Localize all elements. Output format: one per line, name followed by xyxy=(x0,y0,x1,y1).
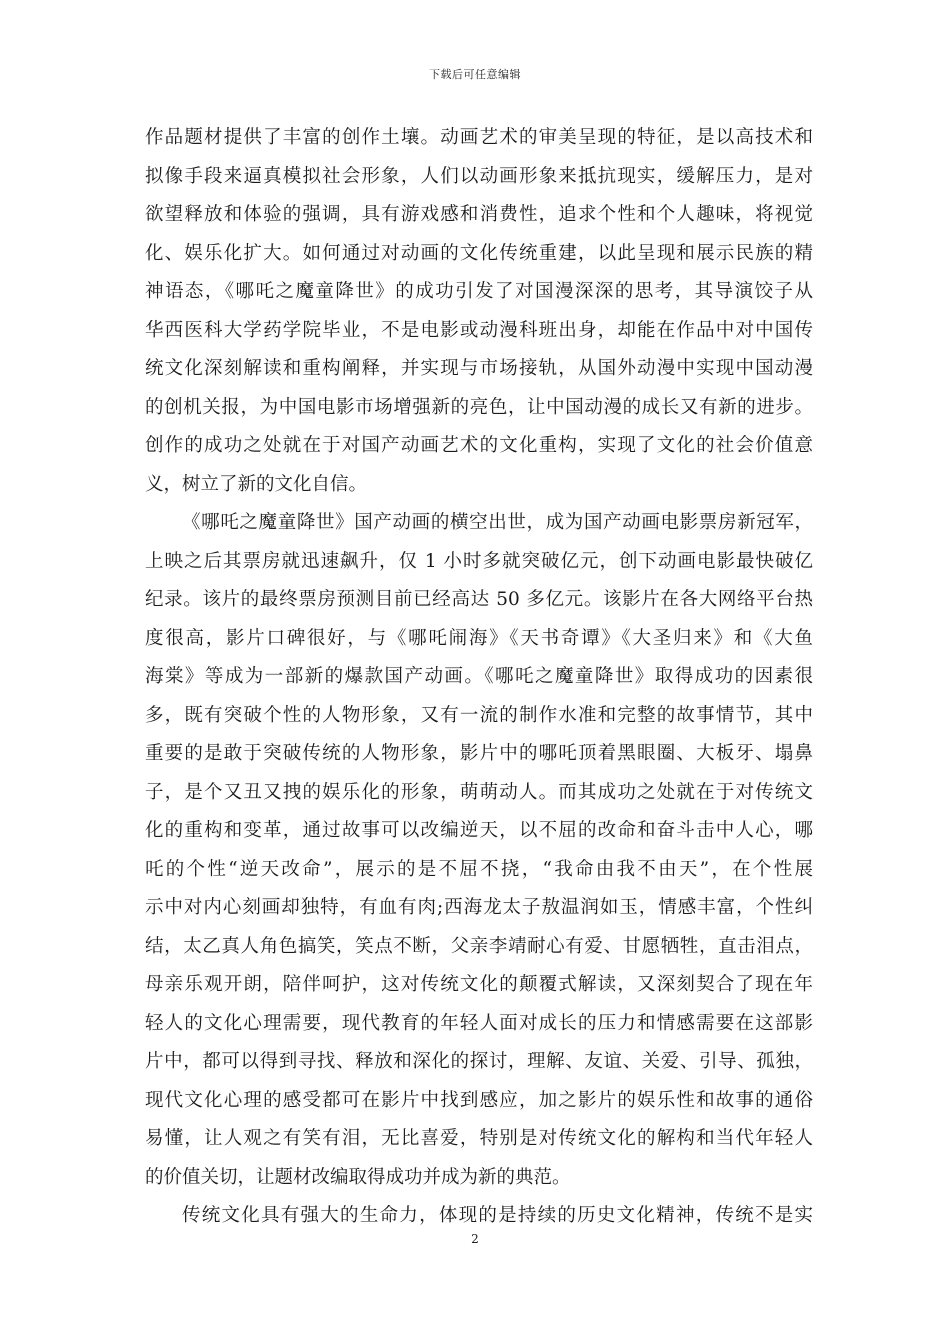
paragraph-2-line-12: 结，太乙真人角色搞笑，笑点不断，父亲李靖耐心有爱、甘愿牺牲，直击泪点， xyxy=(145,935,813,957)
paragraph-2-line-17: 易懂，让人观之有笑有泪，无比喜爱，特别是对传统文化的解构和当代年轻人 xyxy=(145,1128,813,1149)
page-number: 2 xyxy=(471,1232,479,1246)
paragraph-2-line-7: 重要的是敢于突破传统的人物形象，影片中的哪吒顶着黑眼圈、大板牙、塌鼻 xyxy=(145,743,813,764)
paragraph-1-line-6: 华西医科大学药学院毕业，不是电影或动漫科班出身，却能在作品中对中国传 xyxy=(145,319,813,341)
paragraph-2-line-9: 化的重构和变革，通过故事可以改编逆天，以不屈的改命和奋斗击中人心，哪 xyxy=(145,820,813,841)
paragraph-2-line-14: 轻人的文化心理需要，现代教育的年轻人面对成长的压力和情感需要在这部影 xyxy=(145,1012,813,1034)
paragraph-3-line-1: 传统文化具有强大的生命力，体现的是持续的历史文化精神，传统不是实 xyxy=(182,1205,813,1226)
paragraph-1-line-8: 的创机关报，为中国电影市场增强新的亮色，让中国动漫的成长又有新的进步。 xyxy=(145,396,813,418)
paragraph-1-line-2: 拟像手段来逼真模拟社会形象，人们以动画形象来抵抗现实，缓解压力，是对 xyxy=(145,165,813,187)
paragraph-2-line-15: 片中，都可以得到寻找、释放和深化的探讨，理解、友谊、关爱、引导、孤独， xyxy=(145,1051,813,1072)
paragraph-2-line-3: 纪录。该片的最终票房预测目前已经高达 50 多亿元。该影片在各大网络平台热 xyxy=(145,589,813,610)
paragraph-2-line-5: 海棠》等成为一部新的爆款国产动画。《哪吒之魔童降世》取得成功的因素很 xyxy=(145,666,813,687)
paragraph-2-line-16: 现代文化心理的感受都可在影片中找到感应，加之影片的娱乐性和故事的通俗 xyxy=(145,1089,813,1111)
paragraph-1-line-5: 神语态，《哪吒之魔童降世》的成功引发了对国漫深深的思考，其导演饺子从 xyxy=(145,281,813,302)
paragraph-2-line-1: 《哪吒之魔童降世》国产动画的横空出世，成为国产动画电影票房新冠军， xyxy=(182,512,813,533)
paragraph-2-line-18: 的价值关切，让题材改编取得成功并成为新的典范。 xyxy=(145,1166,571,1188)
paragraph-1-line-9: 创作的成功之处就在于对国产动画艺术的文化重构，实现了文化的社会价值意 xyxy=(145,435,813,456)
paragraph-2-line-2: 上映之后其票房就迅速飙升，仅 1 小时多就突破亿元，创下动画电影最快破亿 xyxy=(145,550,813,572)
paragraph-2-line-4: 度很高，影片口碑很好，与《哪吒闹海》《天书奇谭》《大圣归来》和《大鱼 xyxy=(145,627,813,649)
paragraph-1-line-3: 欲望释放和体验的强调，具有游戏感和消费性，追求个性和个人趣味，将视觉 xyxy=(145,204,813,225)
paragraph-2-line-6: 多，既有突破个性的人物形象，又有一流的制作水准和完整的故事情节，其中 xyxy=(145,704,813,726)
paragraph-2-line-13: 母亲乐观开朗，陪伴呵护，这对传统文化的颠覆式解读，又深刻契合了现在年 xyxy=(145,974,813,995)
paragraph-2-line-11: 示中对内心刻画却独特，有血有肉;西海龙太子敖温润如玉，情感丰富，个性纠 xyxy=(145,897,813,918)
page-header: 下载后可任意编辑 xyxy=(429,68,521,81)
document-body xyxy=(145,119,813,1236)
paragraph-2-line-10: 吒的个性“逆天改命”，展示的是不屈不挠，“我命由我不由天”，在个性展 xyxy=(145,858,813,880)
paragraph-1-line-4: 化、娱乐化扩大。如何通过对动画的文化传统重建，以此呈现和展示民族的精 xyxy=(145,242,813,264)
paragraph-1-line-7: 统文化深刻解读和重构阐释，并实现与市场接轨，从国外动漫中实现中国动漫 xyxy=(145,358,813,379)
paragraph-1-line-1: 作品题材提供了丰富的创作土壤。动画艺术的审美呈现的特征，是以高技术和 xyxy=(145,127,813,148)
paragraph-2-line-8: 子，是个又丑又拽的娱乐化的形象，萌萌动人。而其成功之处就在于对传统文 xyxy=(145,781,813,803)
paragraph-1-line-10: 义，树立了新的文化自信。 xyxy=(145,473,368,495)
